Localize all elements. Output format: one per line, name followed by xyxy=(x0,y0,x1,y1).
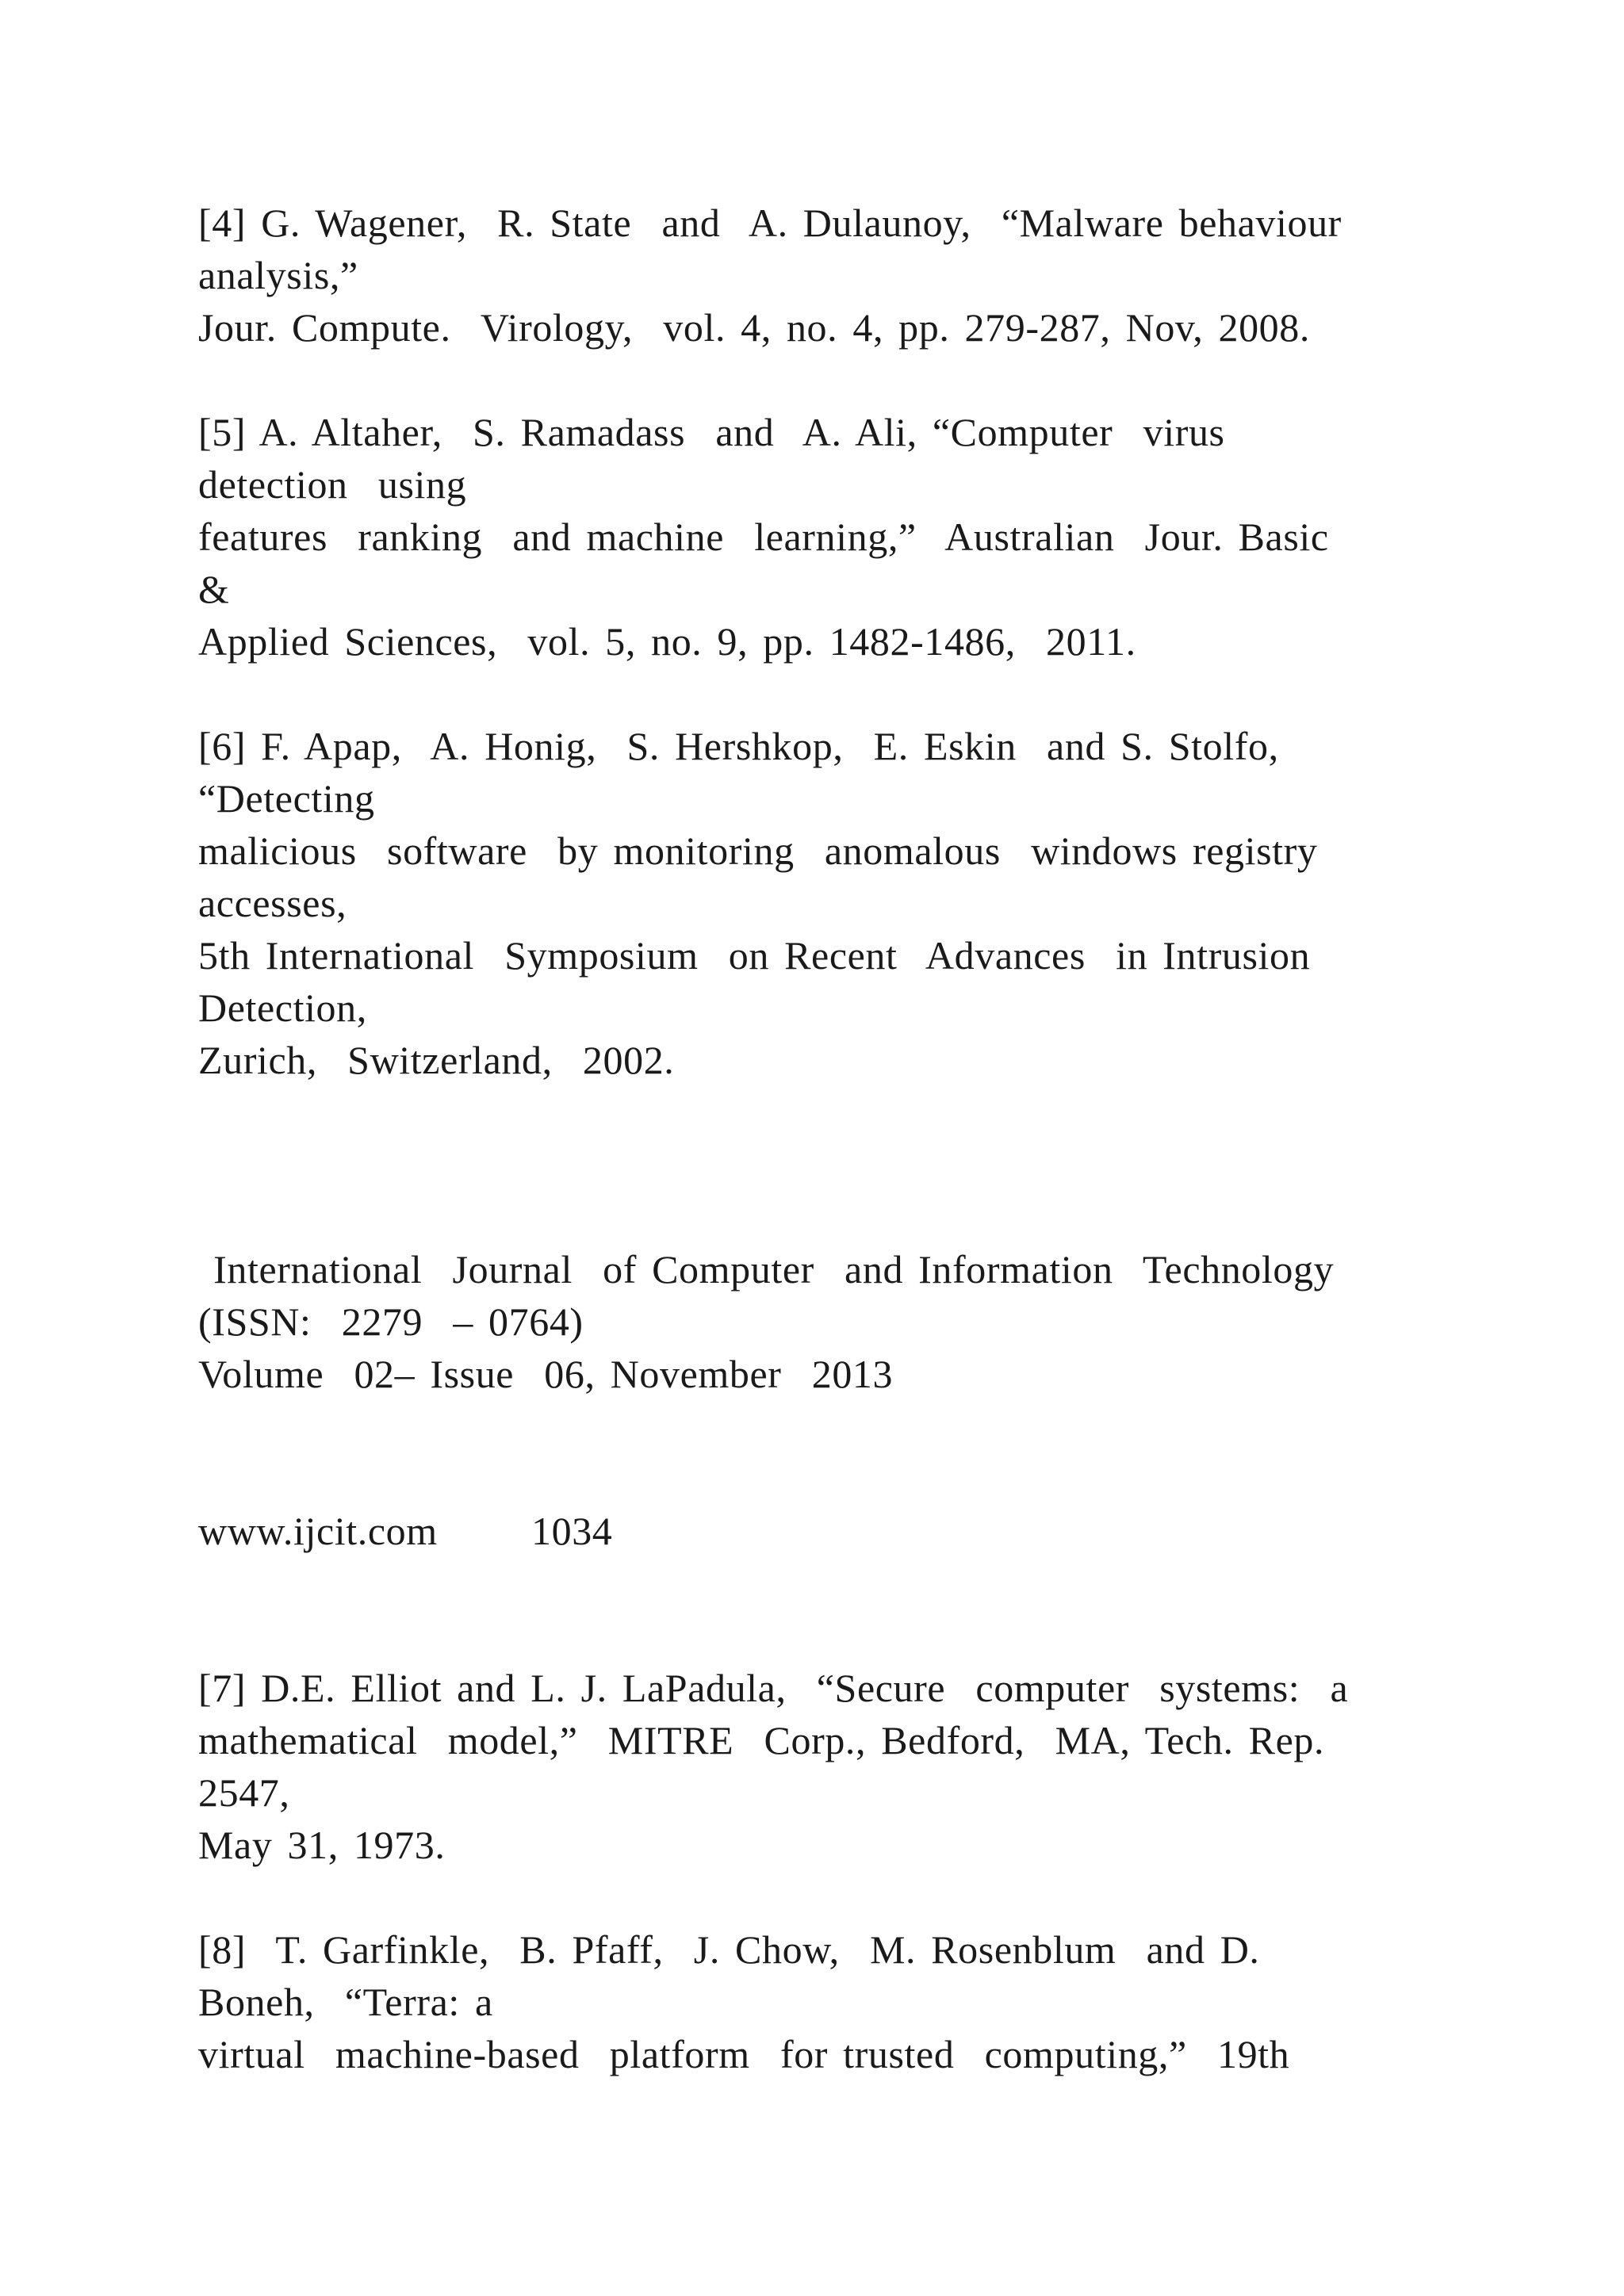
journal-name: International Journal of Computer and Information Technology xyxy=(198,1247,1335,1292)
reference-5-line-3: features ranking and machine learning,” Australian Jour. Basic xyxy=(198,515,1329,559)
reference-5-line-1: [5] A. Altaher, S. Ramadass and A. Ali, “Computer virus xyxy=(198,410,1225,454)
reference-8-line-3: virtual machine-based platform for trusted computing,” 19th xyxy=(198,2032,1290,2076)
journal-issn: (ISSN: 2279 – 0764) xyxy=(198,1299,584,1344)
reference-4-line-1: [4] G. Wagener, R. State and A. Dulaunoy, “Malware behaviour xyxy=(198,201,1342,245)
reference-5-line-2: detection using xyxy=(198,462,467,507)
reference-5-line-4: & xyxy=(198,567,230,611)
reference-6-line-3: malicious software by monitoring anomalous windows registry xyxy=(198,828,1318,873)
reference-6-line-7: Zurich, Switzerland, 2002. xyxy=(198,1038,675,1082)
reference-7-line-1: [7] D.E. Elliot and L. J. LaPadula, “Secure computer systems: a xyxy=(198,1666,1349,1710)
reference-7-line-4: May 31, 1973. xyxy=(198,1823,446,1867)
reference-6-line-1: [6] F. Apap, A. Honig, S. Hershkop, E. Eskin and S. Stolfo, xyxy=(198,724,1279,768)
reference-8-line-2: Boneh, “Terra: a xyxy=(198,1980,493,2024)
journal-website: www.ijcit.com xyxy=(198,1509,438,1553)
reference-6-line-5: 5th International Symposium on Recent Advances in Intrusion xyxy=(198,933,1311,978)
reference-8-line-1: [8] T. Garfinkle, B. Pfaff, J. Chow, M. Rosenblum and D. xyxy=(198,1927,1260,1972)
reference-7-line-3: 2547, xyxy=(198,1770,290,1815)
reference-6-line-2: “Detecting xyxy=(198,776,375,821)
journal-volume: Volume 02– Issue 06, November 2013 xyxy=(198,1352,894,1396)
page-number: 1034 xyxy=(531,1509,613,1553)
reference-6-line-6: Detection, xyxy=(198,985,367,1030)
reference-7-line-2: mathematical model,” MITRE Corp., Bedford, MA, Tech. Rep. xyxy=(198,1718,1325,1762)
reference-6-line-4: accesses, xyxy=(198,881,347,925)
reference-5-line-5: Applied Sciences, vol. 5, no. 9, pp. 1482-1486, 2011. xyxy=(198,619,1136,664)
reference-4-line-3: Jour. Compute. Virology, vol. 4, no. 4, pp. 279-287, Nov, 2008. xyxy=(198,305,1310,350)
reference-4-line-2: analysis,” xyxy=(198,253,358,297)
